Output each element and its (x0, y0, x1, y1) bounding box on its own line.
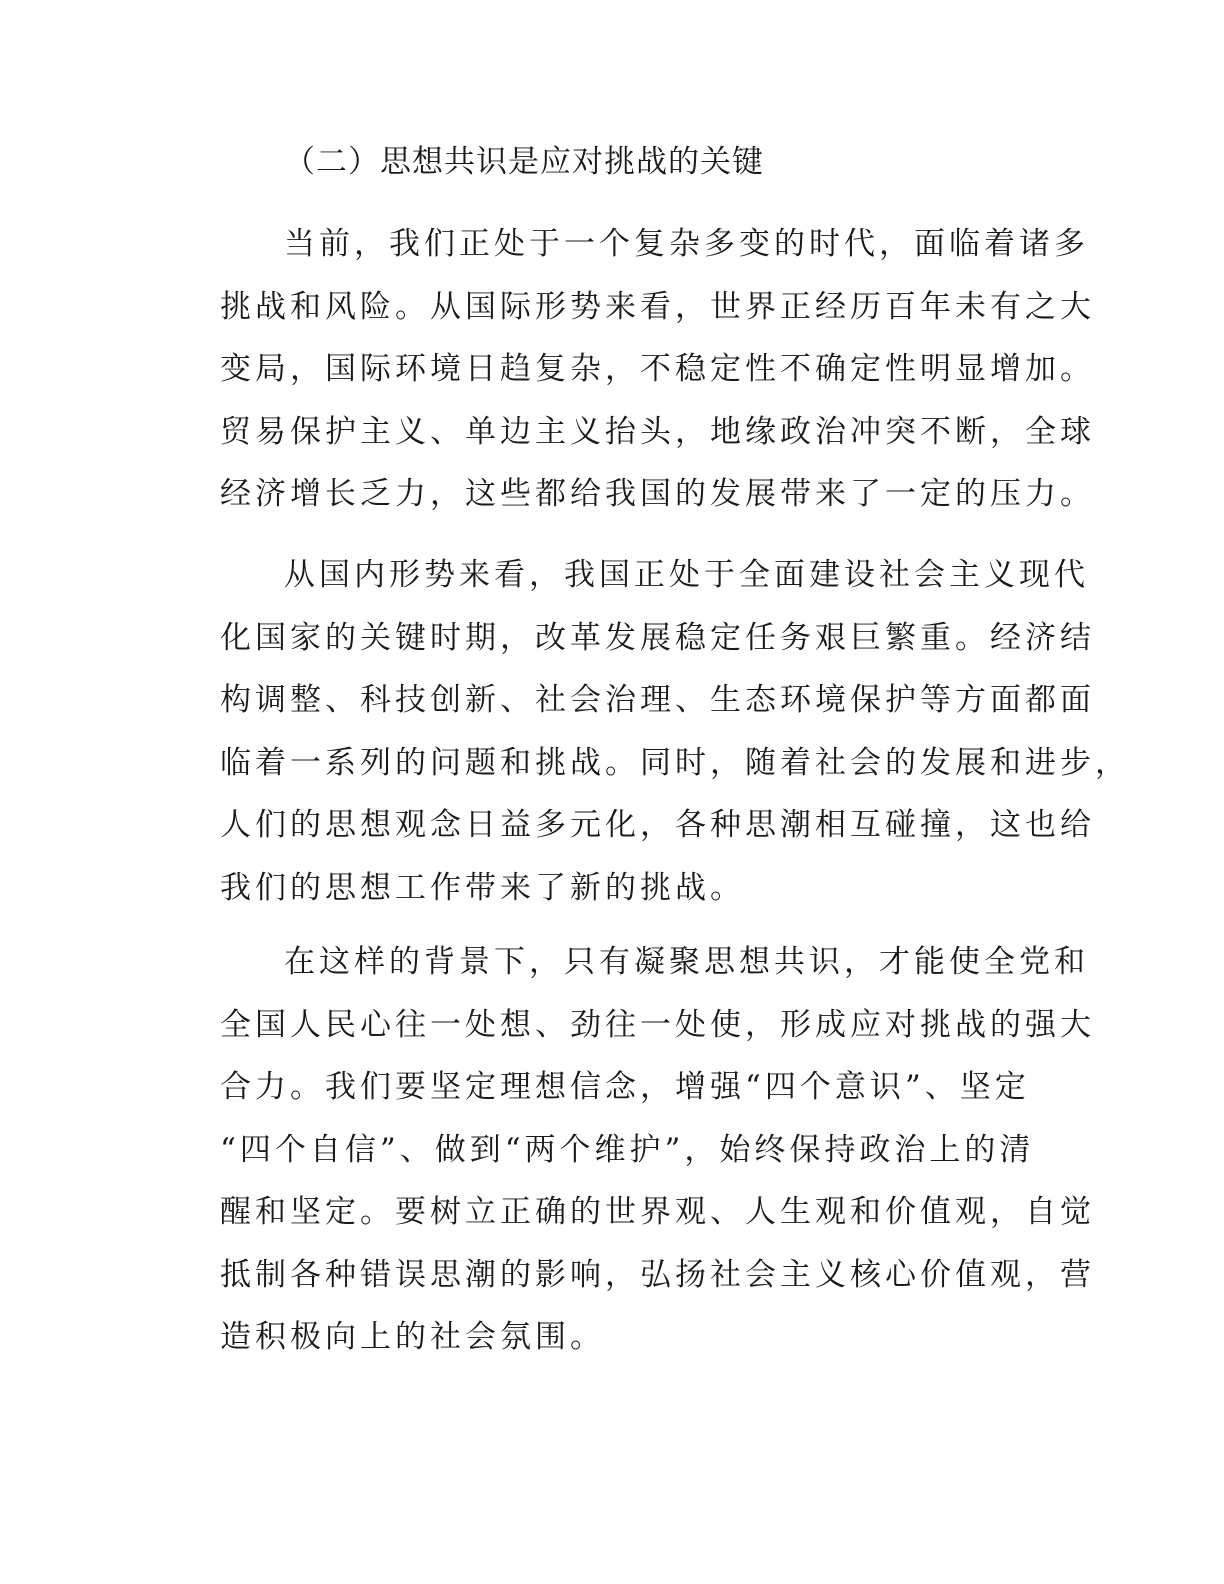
text-line: 抵制各种错误思潮的影响，弘扬社会主义核心价值观，营 (220, 1256, 1095, 1293)
text-line: 化国家的关键时期，改革发展稳定任务艰巨繁重。经济结 (220, 619, 1095, 656)
paragraph-international-situation (220, 213, 1095, 526)
text-line: 全国人民心往一处想、劲往一处使，形成应对挑战的强大 (220, 1006, 1095, 1043)
text-line: 醒和坚定。要树立正确的世界观、人生观和价值观，自觉 (220, 1194, 1095, 1230)
text-line: 造积极向上的社会氛围。 (220, 1319, 605, 1355)
paragraph-domestic-situation (220, 544, 1130, 919)
text-line: 合力。我们要坚定理想信念，增强“四个意识”、坚定 (220, 1069, 1030, 1105)
text-line: 从国内形势来看，我国正处于全面建设社会主义现代 (284, 557, 1089, 593)
text-line: 经济增长乏力，这些都给我国的发展带来了一定的压力。 (220, 476, 1095, 512)
text-line: 贸易保护主义、单边主义抬头，地缘政治冲突不断，全球 (220, 413, 1095, 450)
text-line: 挑战和风险。从国际形势来看，世界正经历百年未有之大 (220, 288, 1095, 325)
text-line: 变局，国际环境日趋复杂，不稳定性不确定性明显增加。 (220, 351, 1095, 387)
text-line: “四个自信”、做到“两个维护”，始终保持政治上的清 (220, 1131, 1035, 1168)
text-line: 我们的思想工作带来了新的挑战。 (220, 869, 745, 906)
text-line: 临着一系列的问题和挑战。同时，随着社会的发展和进步， (220, 744, 1130, 781)
text-line: 人们的思想观念日益多元化，各种思潮相互碰撞，这也给 (220, 807, 1095, 843)
text-line: 当前，我们正处于一个复杂多变的时代，面临着诸多 (284, 226, 1089, 262)
section-heading: （二）思想共识是应对挑战的关键 (284, 144, 764, 180)
paragraph-consensus (220, 931, 1095, 1369)
text-line: 在这样的背景下，只有凝聚思想共识，才能使全党和 (284, 944, 1089, 980)
text-line: 构调整、科技创新、社会治理、生态环境保护等方面都面 (220, 682, 1095, 718)
